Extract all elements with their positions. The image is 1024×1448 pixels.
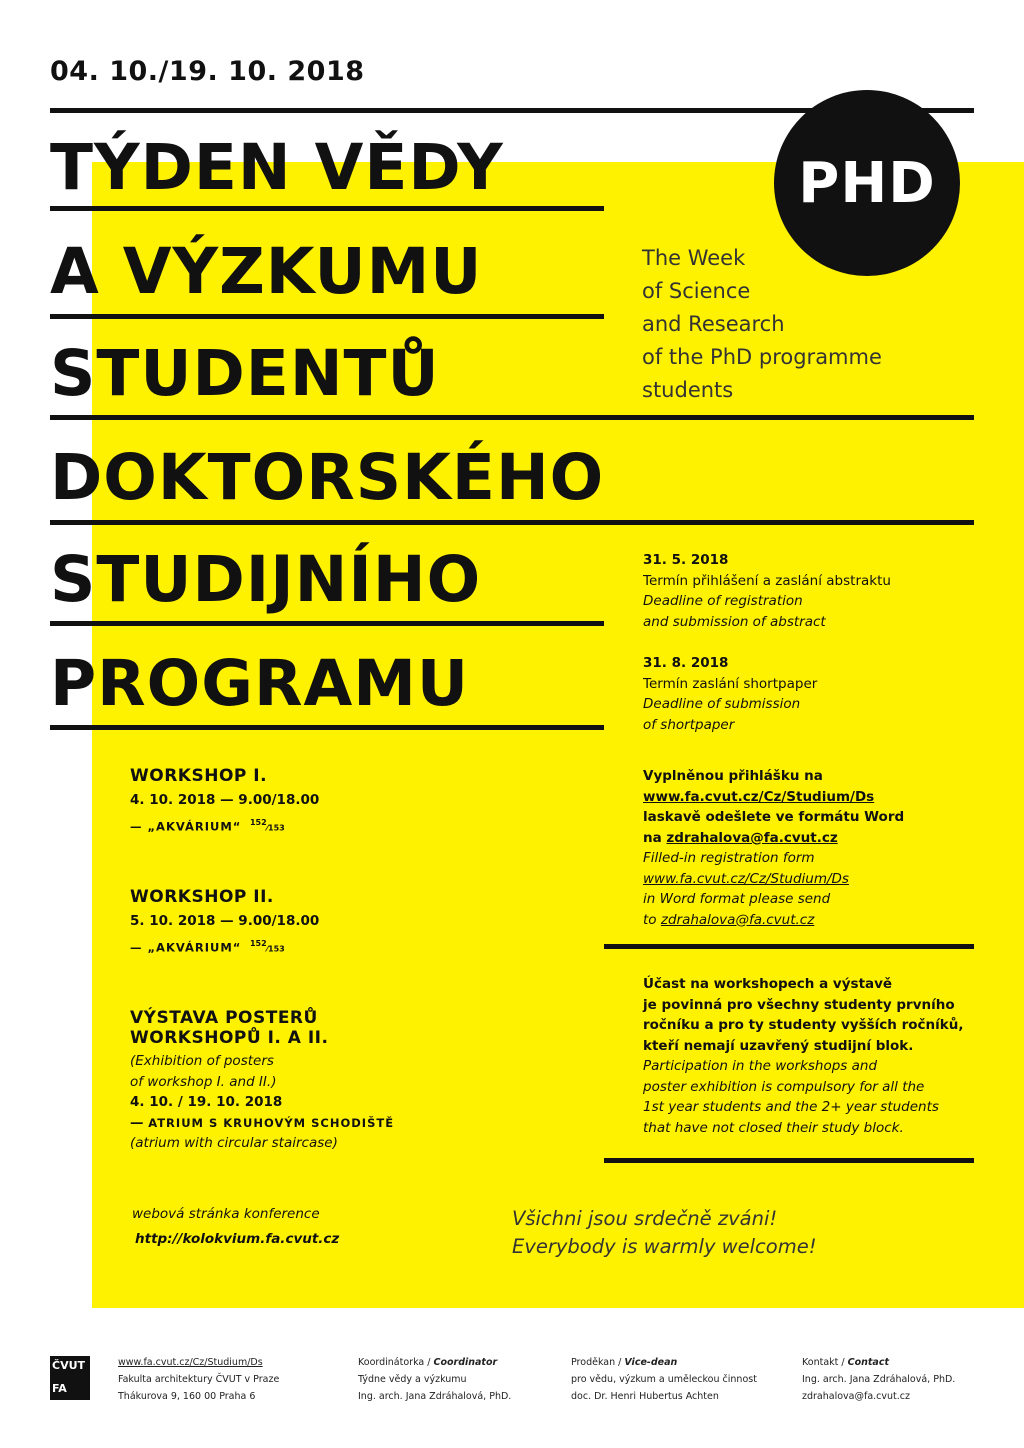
footer-vice-dean xyxy=(571,1354,757,1405)
logo-text: FA xyxy=(52,1382,67,1395)
exhibition-title: WORKSHOPŮ I. A II. xyxy=(130,1028,329,1048)
rule-3 xyxy=(50,314,604,319)
exhibition-place-en: (atrium with circular staircase) xyxy=(130,1135,338,1151)
workshop-room: ⁄153 xyxy=(266,823,285,832)
workshop-place: — „AKVÁRIUM“ xyxy=(130,940,242,954)
deadline-date: 31. 8. 2018 xyxy=(643,655,729,671)
workshop-room: 152 xyxy=(249,817,267,827)
footer-label-en: Vice-dean xyxy=(624,1357,678,1368)
workshop-room: 152 xyxy=(249,938,267,948)
participation-line: ročníku a pro ty studenty vyšších ročníků, xyxy=(643,1017,964,1033)
registration-line: to xyxy=(643,911,661,928)
registration-line: Filled-in registration form xyxy=(643,850,815,866)
exhibition-dates: 4. 10. / 19. 10. 2018 xyxy=(130,1094,283,1110)
subtitle-line: and Research xyxy=(642,312,785,336)
registration-info xyxy=(643,766,904,930)
workshop-1 xyxy=(130,766,319,839)
deadline-text-en: of shortpaper xyxy=(643,716,735,733)
subtitle-line: students xyxy=(642,378,734,402)
title-line-4: DOKTORSKÉHO xyxy=(50,441,605,514)
registration-line: na xyxy=(643,829,667,846)
workshop-2 xyxy=(130,887,319,960)
workshop-title: WORKSHOP II. xyxy=(130,887,274,907)
website-link[interactable]: http://kolokvium.fa.cvut.cz xyxy=(135,1230,340,1247)
footer-label: Koordinátorka / xyxy=(358,1357,434,1368)
rule-9 xyxy=(604,1158,974,1163)
registration-email-link[interactable]: zdrahalova@fa.cvut.cz xyxy=(660,911,815,928)
title-line-3: STUDENTŮ xyxy=(50,337,440,410)
footer-text: Ing. arch. Jana Zdráhalová, PhD. xyxy=(358,1391,512,1402)
website-label: webová stránka konference xyxy=(132,1206,320,1222)
exhibition-title: VÝSTAVA POSTERŮ xyxy=(130,1008,318,1028)
registration-line: laskavě odešlete ve formátu Word xyxy=(643,809,905,825)
registration-line: in Word format please send xyxy=(643,891,831,907)
participation-line: kteří nemají uzavřený studijní blok. xyxy=(643,1037,914,1054)
welcome-message xyxy=(512,1205,817,1261)
footer-text: Týdne vědy a výzkumu xyxy=(358,1374,467,1385)
footer-contact xyxy=(802,1354,955,1405)
workshop-room: ⁄153 xyxy=(266,944,285,953)
deadline-text-en: Deadline of registration xyxy=(643,593,803,609)
rule-4 xyxy=(50,415,974,420)
footer-label: Kontakt / xyxy=(802,1357,848,1368)
participation-line: that have not closed their study block. xyxy=(643,1119,904,1136)
welcome-line: Everybody is warmly welcome! xyxy=(512,1235,817,1258)
registration-link[interactable]: www.fa.cvut.cz/Cz/Studium/Ds xyxy=(643,870,849,887)
participation-line: poster exhibition is compulsory for all the xyxy=(643,1078,925,1095)
deadline-text-en: Deadline of submission xyxy=(643,696,801,712)
title-line-2: A VÝZKUMU xyxy=(50,235,483,308)
exhibition xyxy=(130,1008,394,1154)
rule-7 xyxy=(50,725,604,730)
rule-6 xyxy=(50,621,604,626)
event-date: 04. 10./19. 10. 2018 xyxy=(50,56,365,87)
participation-line: je povinná pro všechny studenty prvního xyxy=(643,996,955,1013)
title-line-5: STUDIJNÍHO xyxy=(50,543,482,616)
title-line-1: TÝDEN VĚDY xyxy=(50,131,504,204)
rule-5 xyxy=(50,520,974,525)
title-line-6: PROGRAMU xyxy=(50,647,470,720)
logo-text: ČVUT xyxy=(52,1359,86,1372)
conference-website xyxy=(132,1204,339,1249)
footer-text: doc. Dr. Henri Hubertus Achten xyxy=(571,1391,719,1402)
exhibition-text-en: (Exhibition of posters xyxy=(130,1053,274,1069)
registration-email-link[interactable]: zdrahalova@fa.cvut.cz xyxy=(666,829,838,846)
workshop-time: 4. 10. 2018 — 9.00/18.00 xyxy=(130,792,320,808)
participation-line: 1st year students and the 2+ year students xyxy=(643,1099,939,1115)
workshop-title: WORKSHOP I. xyxy=(130,766,268,786)
deadline-abstract xyxy=(643,550,891,632)
footer-email[interactable]: zdrahalova@fa.cvut.cz xyxy=(802,1391,910,1402)
deadline-shortpaper xyxy=(643,653,817,735)
subtitle-line: The Week xyxy=(642,246,746,270)
footer-text: Thákurova 9, 160 00 Praha 6 xyxy=(118,1391,256,1402)
exhibition-place-dash: — xyxy=(130,1114,149,1131)
deadline-text-cz: Termín zaslání shortpaper xyxy=(643,675,818,692)
footer-label-en: Coordinator xyxy=(433,1357,498,1368)
footer-link[interactable]: www.fa.cvut.cz/Cz/Studium/Ds xyxy=(118,1357,263,1368)
footer-text: Fakulta architektury ČVUT v Praze xyxy=(118,1374,280,1385)
deadline-date: 31. 5. 2018 xyxy=(643,552,729,568)
workshop-time: 5. 10. 2018 — 9.00/18.00 xyxy=(130,913,320,929)
subtitle-english xyxy=(642,242,882,407)
footer-text: pro vědu, výzkum a uměleckou činnost xyxy=(571,1374,757,1385)
deadline-text-cz: Termín přihlášení a zaslání abstraktu xyxy=(643,572,891,589)
cvut-fa-logo xyxy=(50,1356,90,1400)
participation-line: Participation in the workshops and xyxy=(643,1058,878,1074)
footer-label: Proděkan / xyxy=(571,1357,625,1368)
registration-link[interactable]: www.fa.cvut.cz/Cz/Studium/Ds xyxy=(643,788,875,805)
footer-coordinator xyxy=(358,1354,511,1405)
workshop-place: — „AKVÁRIUM“ xyxy=(130,819,242,833)
footer-text: Ing. arch. Jana Zdráhalová, PhD. xyxy=(802,1374,956,1385)
phd-badge-label: PHD xyxy=(798,150,936,216)
rule-8 xyxy=(604,944,974,949)
participation-line: Účast na workshopech a výstavě xyxy=(643,976,893,992)
footer-faculty xyxy=(118,1354,279,1405)
participation-info xyxy=(643,974,964,1138)
rule-2 xyxy=(50,206,604,211)
footer-label-en: Contact xyxy=(847,1357,889,1368)
welcome-line: Všichni jsou srdečně zváni! xyxy=(512,1207,778,1230)
subtitle-line: of Science xyxy=(642,279,751,303)
deadline-text-en: and submission of abstract xyxy=(643,613,826,630)
exhibition-place: ATRIUM S KRUHOVÝM SCHODIŠTĚ xyxy=(148,1115,395,1130)
exhibition-text-en: of workshop I. and II.) xyxy=(130,1073,277,1090)
registration-line: Vyplněnou přihlášku na xyxy=(643,768,823,784)
subtitle-line: of the PhD programme xyxy=(642,345,882,369)
